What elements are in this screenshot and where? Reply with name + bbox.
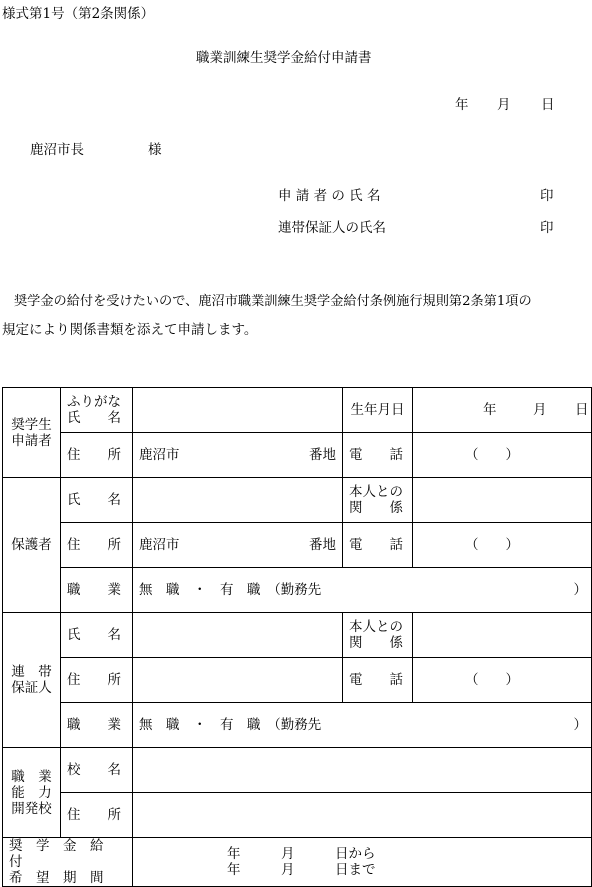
guardian-relation-label: 本人との 関 係	[343, 478, 413, 523]
guarantor-signature-label: 連帯保証人の氏名	[278, 220, 386, 236]
applicant-dob-field[interactable]: 年 月 日	[413, 388, 592, 433]
guarantor-seal: 印	[540, 220, 554, 236]
period-label: 奨 学 金 給 付 希 望 期 間	[3, 838, 133, 887]
guardian-occupation-label: 職 業	[61, 568, 133, 613]
application-table	[2, 387, 592, 887]
school-name-label: 校 名	[61, 748, 133, 793]
applicant-signature-label: 申 請 者 の 氏 名	[278, 188, 381, 204]
school-address-label: 住 所	[61, 793, 133, 838]
guarantor-relation-label: 本人との 関 係	[343, 613, 413, 658]
guarantor-occupation-field[interactable]: 無 職 ・ 有 職 （勤務先 ）	[133, 703, 592, 748]
date-year-label: 年	[455, 97, 469, 113]
school-name-field[interactable]	[133, 748, 592, 793]
guarantor-name-field[interactable]	[133, 613, 343, 658]
applicant-section-header: 奨学生 申請者	[3, 388, 61, 478]
guardian-phone-field[interactable]: （ ）	[413, 523, 592, 568]
guardian-address-label: 住 所	[61, 523, 133, 568]
guarantor-section-header: 連 帯 保証人	[3, 613, 61, 748]
applicant-name-label: ふりがな 氏 名	[61, 388, 133, 433]
document-title: 職業訓練生奨学金給付申請書	[196, 50, 372, 66]
school-address-field[interactable]	[133, 793, 592, 838]
date-month-label: 月	[497, 97, 511, 113]
guardian-name-field[interactable]	[133, 478, 343, 523]
addressee-name: 鹿沼市長	[30, 142, 84, 158]
body-text-line2: 規定により関係書類を添えて申請します。	[2, 322, 258, 338]
guarantor-address-field[interactable]	[133, 658, 343, 703]
applicant-seal: 印	[540, 188, 554, 204]
guarantor-phone-field[interactable]: （ ）	[413, 658, 592, 703]
guardian-name-label: 氏 名	[61, 478, 133, 523]
form-number: 様式第1号（第2条関係）	[2, 6, 155, 22]
date-day-label: 日	[541, 97, 555, 113]
applicant-address-label: 住 所	[61, 433, 133, 478]
applicant-address-field[interactable]: 鹿沼市 番地	[133, 433, 343, 478]
body-text-line1: 奨学金の給付を受けたいので、鹿沼市職業訓練生奨学金給付条例施行規則第2条第1項の	[14, 294, 532, 309]
applicant-name-field[interactable]	[133, 388, 343, 433]
addressee-honorific: 様	[148, 142, 162, 158]
applicant-phone-field[interactable]: （ ）	[413, 433, 592, 478]
guarantor-phone-label: 電 話	[343, 658, 413, 703]
guarantor-address-label: 住 所	[61, 658, 133, 703]
guarantor-occupation-label: 職 業	[61, 703, 133, 748]
period-field[interactable]: 年 月 日から 年 月 日まで	[133, 838, 592, 887]
guardian-relation-field[interactable]	[413, 478, 592, 523]
school-section-header: 職 業 能 力 開発校	[3, 748, 61, 838]
applicant-phone-label: 電 話	[343, 433, 413, 478]
guardian-occupation-field[interactable]: 無 職 ・ 有 職 （勤務先 ）	[133, 568, 592, 613]
guarantor-name-label: 氏 名	[61, 613, 133, 658]
guardian-phone-label: 電 話	[343, 523, 413, 568]
guardian-section-header: 保護者	[3, 478, 61, 613]
guarantor-relation-field[interactable]	[413, 613, 592, 658]
applicant-dob-label: 生年月日	[343, 388, 413, 433]
guardian-address-field[interactable]: 鹿沼市 番地	[133, 523, 343, 568]
